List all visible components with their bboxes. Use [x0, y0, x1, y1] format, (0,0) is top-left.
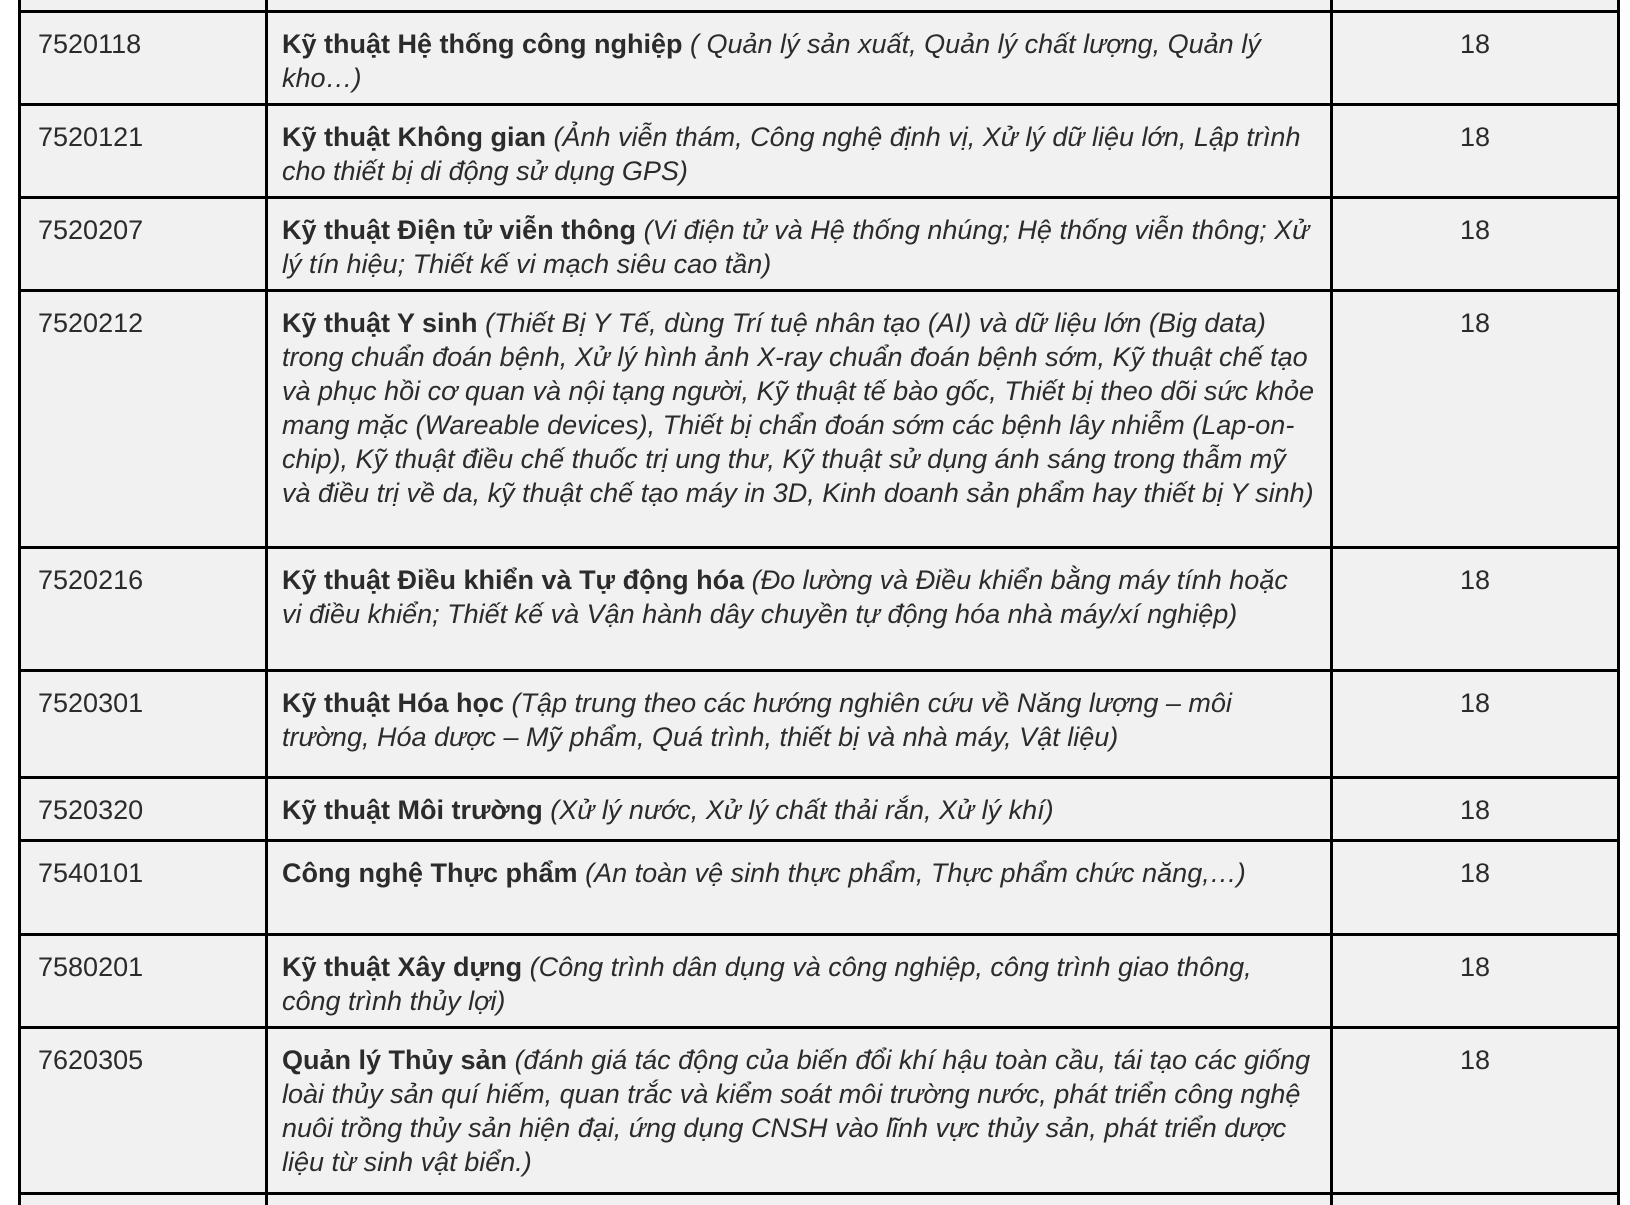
table-row: [20, 12, 1619, 105]
program-description: ( Quản lý sản xuất, Quản lý chất lượng, Quản lý kho…): [282, 29, 1261, 93]
program-code-cell: 7540101: [20, 841, 267, 935]
score-cell: 18: [1332, 105, 1619, 198]
program-code-cell: 7620305: [20, 1028, 267, 1194]
program-code-cell: 7520320: [20, 778, 267, 841]
program-cell: [267, 198, 1332, 291]
table-row: [20, 105, 1619, 198]
program-name: Kỹ thuật Xây dựng: [282, 952, 522, 982]
table-row: [20, 548, 1619, 671]
score-cell-empty: [1332, 1194, 1619, 1205]
code-cell-empty: [20, 0, 267, 12]
program-description: (Đo lường và Điều khiển bằng máy tính hoặc vi điều khiển; Thiết kế và Vận hành dây chuyền tự động hóa nhà máy/xí nghiệp): [282, 565, 1288, 629]
program-description: (Tập trung theo các hướng nghiên cứu về Năng lượng – môi trường, Hóa dược – Mỹ phẩm, Quá trình, thiết bị và nhà máy, Vật liệu): [282, 688, 1232, 752]
table-body: [20, 0, 1619, 1205]
program-cell: [267, 935, 1332, 1028]
score-cell: 18: [1332, 291, 1619, 548]
program-name: Công nghệ Thực phẩm: [282, 858, 578, 888]
program-name: Kỹ thuật Môi trường: [282, 795, 543, 825]
table-row: [20, 841, 1619, 935]
program-name: Kỹ thuật Điện tử viễn thông: [282, 215, 636, 245]
program-cell: [267, 671, 1332, 778]
program-cell: [267, 291, 1332, 548]
score-cell: 18: [1332, 1028, 1619, 1194]
program-description: (Ảnh viễn thám, Công nghệ định vị, Xử lý dữ liệu lớn, Lập trình cho thiết bị di động sử dụng GPS): [282, 122, 1300, 186]
program-name: Quản lý Thủy sản: [282, 1045, 507, 1075]
score-cell: 18: [1332, 548, 1619, 671]
program-description: (Xử lý nước, Xử lý chất thải rắn, Xử lý khí): [550, 795, 1053, 825]
program-name: Kỹ thuật Không gian: [282, 122, 546, 152]
table-row: [20, 671, 1619, 778]
score-cell: 18: [1332, 12, 1619, 105]
program-description: (An toàn vệ sinh thực phẩm, Thực phẩm chức năng,…): [585, 858, 1246, 888]
program-description: (đánh giá tác động của biến đổi khí hậu toàn cầu, tái tạo các giống loài thủy sản quí hiếm, quan trắc và kiểm soát môi trường nước, phát triển công nghệ nuôi trồng thủy sản hiện đại, ứng dụng CNSH vào lĩnh vực thủy sản, phát triển dược liệu từ sinh vật biển.): [282, 1045, 1310, 1177]
table-row: [20, 1028, 1619, 1194]
program-name: Kỹ thuật Hệ thống công nghiệp: [282, 29, 682, 59]
program-cell: [267, 105, 1332, 198]
admission-score-table: [18, 0, 1620, 1205]
program-cell: [267, 1028, 1332, 1194]
program-cell-empty: [267, 0, 1332, 12]
score-cell: 18: [1332, 671, 1619, 778]
program-code-cell: 7520121: [20, 105, 267, 198]
program-code-cell: 7520207: [20, 198, 267, 291]
program-name: Kỹ thuật Y sinh: [282, 308, 478, 338]
score-cell: 18: [1332, 841, 1619, 935]
table-row: [20, 778, 1619, 841]
program-code-cell: 7580201: [20, 935, 267, 1028]
score-cell-empty: [1332, 0, 1619, 12]
table-row: [20, 198, 1619, 291]
program-code-cell: 7520301: [20, 671, 267, 778]
program-name: Kỹ thuật Điều khiển và Tự động hóa: [282, 565, 744, 595]
table-row: [20, 291, 1619, 548]
program-cell: [267, 12, 1332, 105]
program-cell-empty: [267, 1194, 1332, 1205]
code-cell-empty: [20, 1194, 267, 1205]
program-code-cell: 7520118: [20, 12, 267, 105]
program-code-cell: 7520212: [20, 291, 267, 548]
score-cell: 18: [1332, 778, 1619, 841]
program-cell: [267, 778, 1332, 841]
program-description: (Thiết Bị Y Tế, dùng Trí tuệ nhân tạo (AI) và dữ liệu lớn (Big data) trong chuẩn đoán bệnh, Xử lý hình ảnh X-ray chuẩn đoán bệnh sớm, Kỹ thuật chế tạo và phục hồi cơ quan và nội tạng người, Kỹ thuật tế bào gốc, Thiết bị theo dõi sức khỏe mang mặc (Wareable devices), Thiết bị chẩn đoán sớm các bệnh lây nhiễm (Lap-on-chip), Kỹ thuật điều chế thuốc trị ung thư, Kỹ thuật sử dụng ánh sáng trong thẫm mỹ và điều trị về da, kỹ thuật chế tạo máy in 3D, Kinh doanh sản phẩm hay thiết bị Y sinh): [282, 308, 1314, 508]
program-code-cell: 7520216: [20, 548, 267, 671]
table-row: [20, 935, 1619, 1028]
program-cell: [267, 548, 1332, 671]
score-cell: 18: [1332, 935, 1619, 1028]
score-cell: 18: [1332, 198, 1619, 291]
clipped-row-bottom: [20, 1194, 1619, 1205]
program-description: (Vi điện tử và Hệ thống nhúng; Hệ thống viễn thông; Xử lý tín hiệu; Thiết kế vi mạch siêu cao tần): [282, 215, 1309, 279]
program-name: Kỹ thuật Hóa học: [282, 688, 504, 718]
program-cell: [267, 841, 1332, 935]
program-description: (Công trình dân dụng và công nghiệp, công trình giao thông, công trình thủy lợi): [282, 952, 1252, 1016]
clipped-row-top: [20, 0, 1619, 12]
